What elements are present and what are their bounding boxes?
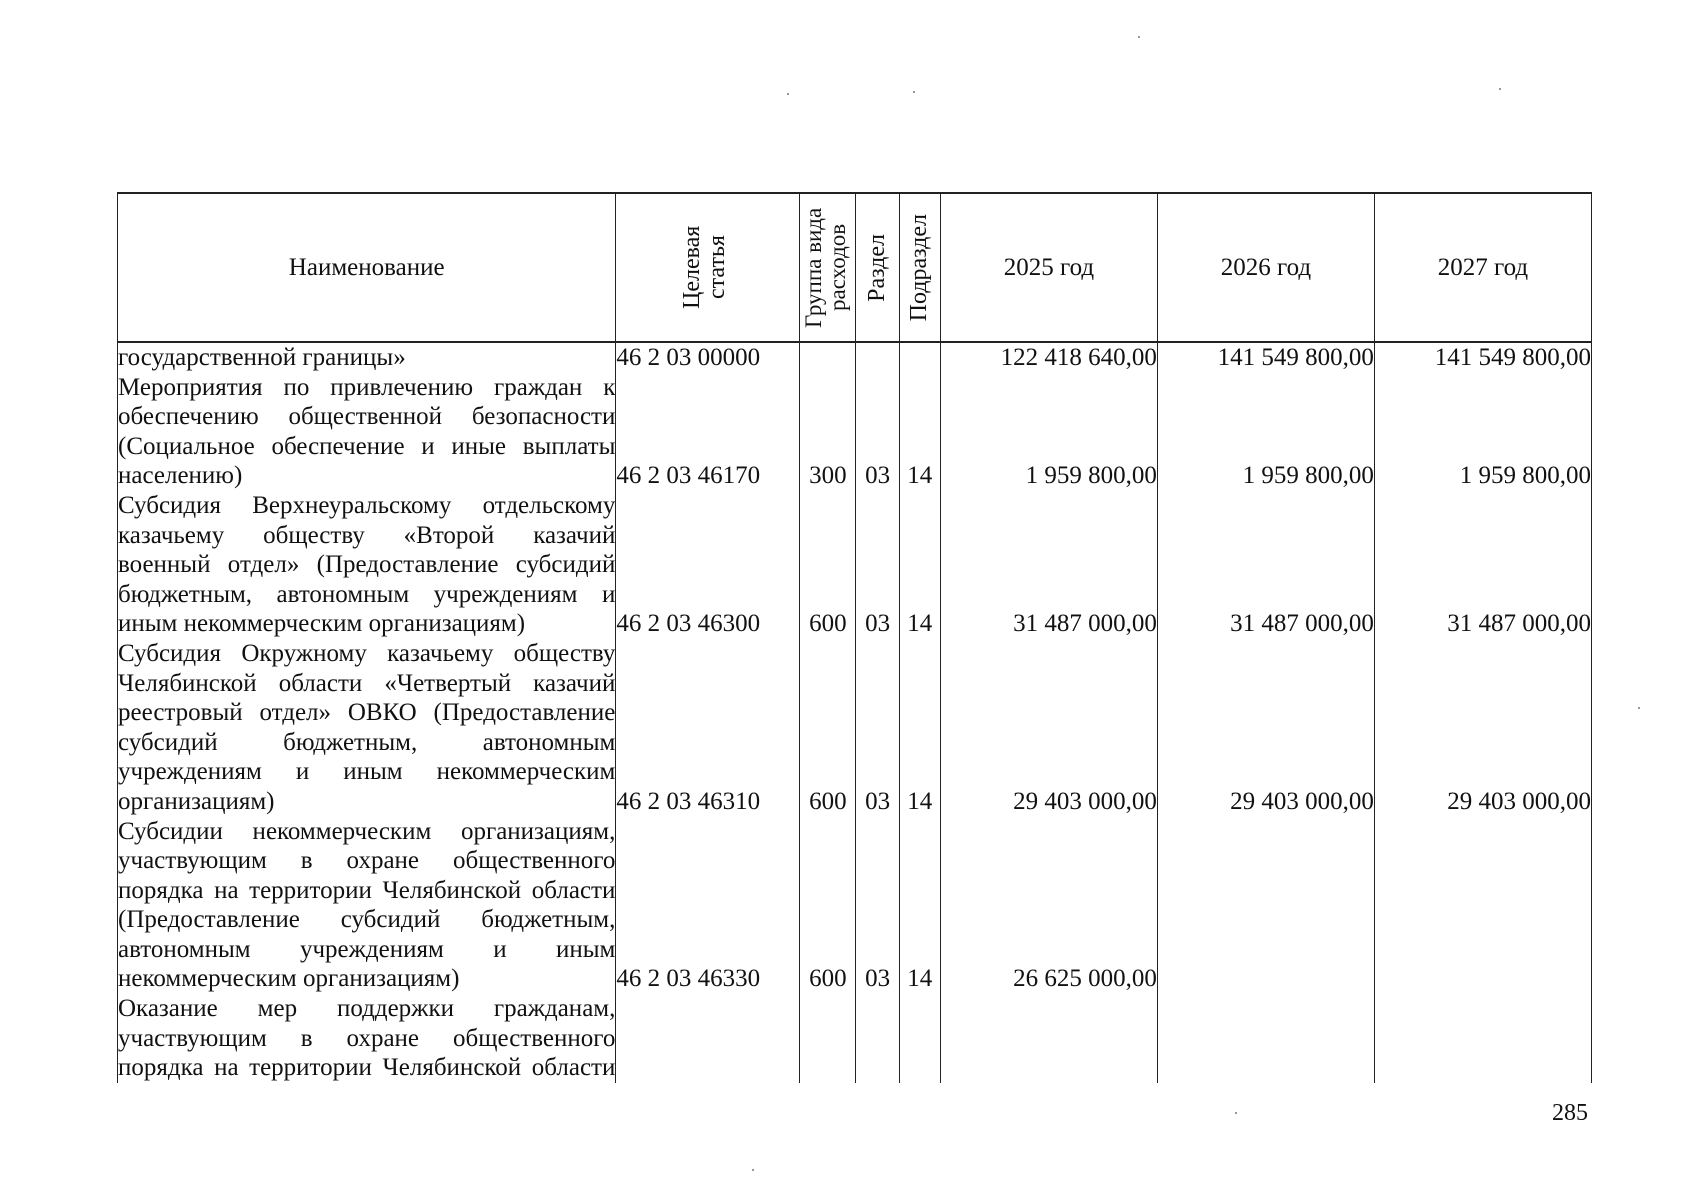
- row-amount-2025: 31 487 000,00: [940, 491, 1157, 639]
- row-name: Субсидия Окружному казачьему обществу Челябинской области «Четвертый казачий реестровый отдел» ОВКО (Предоставление субсидий бюджетным, автономным учреждениям и иным некоммерческим организациям): [118, 639, 616, 815]
- row-amount-2025: 122 418 640,00: [940, 342, 1157, 373]
- row-amount-2027: 1 959 800,00: [1374, 373, 1591, 491]
- header-2025: 2025 год: [940, 193, 1157, 342]
- row-amount-2027: 29 403 000,00: [1374, 639, 1591, 817]
- row-expense-group: 600: [800, 817, 856, 995]
- page-number: 285: [1552, 1100, 1588, 1126]
- row-name: Мероприятия по привлечению граждан к обеспечению общественной безопасности (Социальное обеспечение и иные выплаты населению): [118, 373, 616, 490]
- budget-table: [117, 192, 1592, 1083]
- row-amount-2026: 29 403 000,00: [1157, 639, 1374, 817]
- row-expense-group: [800, 994, 856, 1083]
- row-name: государственной границы»: [118, 342, 616, 373]
- table-header-row: [118, 193, 1592, 342]
- row-amount-2027: 31 487 000,00: [1374, 491, 1591, 639]
- row-expense-group: 600: [800, 639, 856, 817]
- header-target-article: Целевая статья: [616, 193, 800, 342]
- row-amount-2026: [1157, 817, 1374, 995]
- row-amount-2027: [1374, 817, 1591, 995]
- row-target-article: 46 2 03 00000: [616, 342, 800, 373]
- row-amount-2025: 1 959 800,00: [940, 373, 1157, 491]
- row-expense-group: [800, 342, 856, 373]
- header-name: Наименование: [118, 193, 616, 342]
- scan-speck: [1235, 1112, 1237, 1114]
- row-expense-group: 600: [800, 491, 856, 639]
- row-section: 03: [856, 817, 899, 995]
- row-subsection: [899, 994, 940, 1083]
- scan-speck: [913, 91, 915, 93]
- row-amount-2027: 141 549 800,00: [1374, 342, 1591, 373]
- table-row: [118, 639, 1592, 817]
- row-subsection: 14: [899, 817, 940, 995]
- row-section: 03: [856, 373, 899, 491]
- header-2027: 2027 год: [1374, 193, 1591, 342]
- header-section: Раздел: [856, 193, 899, 342]
- row-target-article: [616, 994, 800, 1083]
- table-row: [118, 817, 1592, 995]
- row-amount-2025: 26 625 000,00: [940, 817, 1157, 995]
- table-row: [118, 373, 1592, 491]
- scan-speck: [1638, 707, 1640, 709]
- row-section: 03: [856, 639, 899, 817]
- row-expense-group: 300: [800, 373, 856, 491]
- row-subsection: 14: [899, 491, 940, 639]
- row-subsection: [899, 342, 940, 373]
- row-target-article: 46 2 03 46170: [616, 373, 800, 491]
- scan-speck: [787, 93, 789, 95]
- row-target-article: 46 2 03 46310: [616, 639, 800, 817]
- row-subsection: 14: [899, 639, 940, 817]
- row-amount-2026: [1157, 994, 1374, 1083]
- row-name: Оказание мер поддержки гражданам, участвующим в охране общественного порядка на территории Челябинской области: [118, 995, 616, 1082]
- table-row: [118, 994, 1592, 1083]
- scan-speck: [752, 1169, 754, 1171]
- row-subsection: 14: [899, 373, 940, 491]
- header-2026: 2026 год: [1157, 193, 1374, 342]
- header-subsection: Подраздел: [899, 193, 940, 342]
- row-amount-2026: 1 959 800,00: [1157, 373, 1374, 491]
- row-section: [856, 994, 899, 1083]
- row-amount-2026: 141 549 800,00: [1157, 342, 1374, 373]
- header-expense-group: Группа вида расходов: [800, 193, 856, 342]
- table-row: [118, 342, 1592, 373]
- row-name: Субсидии некоммерческим организациям, участвующим в охране общественного порядка на территории Челябинской области (Предоставление субсидий бюджетным, автономным учреждениям и иным некоммерческим организациям): [118, 817, 616, 993]
- row-amount-2027: [1374, 994, 1591, 1083]
- row-name: Субсидия Верхнеуральскому отдельскому казачьему обществу «Второй казачий военный отдел» (Предоставление субсидий бюджетным, автономным учреждениям и иным некоммерческим организациям): [118, 491, 616, 638]
- row-section: 03: [856, 491, 899, 639]
- scan-speck: [1138, 36, 1140, 38]
- scan-speck: [1499, 88, 1501, 90]
- row-amount-2026: 31 487 000,00: [1157, 491, 1374, 639]
- row-target-article: 46 2 03 46330: [616, 817, 800, 995]
- table-row: [118, 491, 1592, 639]
- row-section: [856, 342, 899, 373]
- row-amount-2025: 29 403 000,00: [940, 639, 1157, 817]
- row-target-article: 46 2 03 46300: [616, 491, 800, 639]
- row-amount-2025: [940, 994, 1157, 1083]
